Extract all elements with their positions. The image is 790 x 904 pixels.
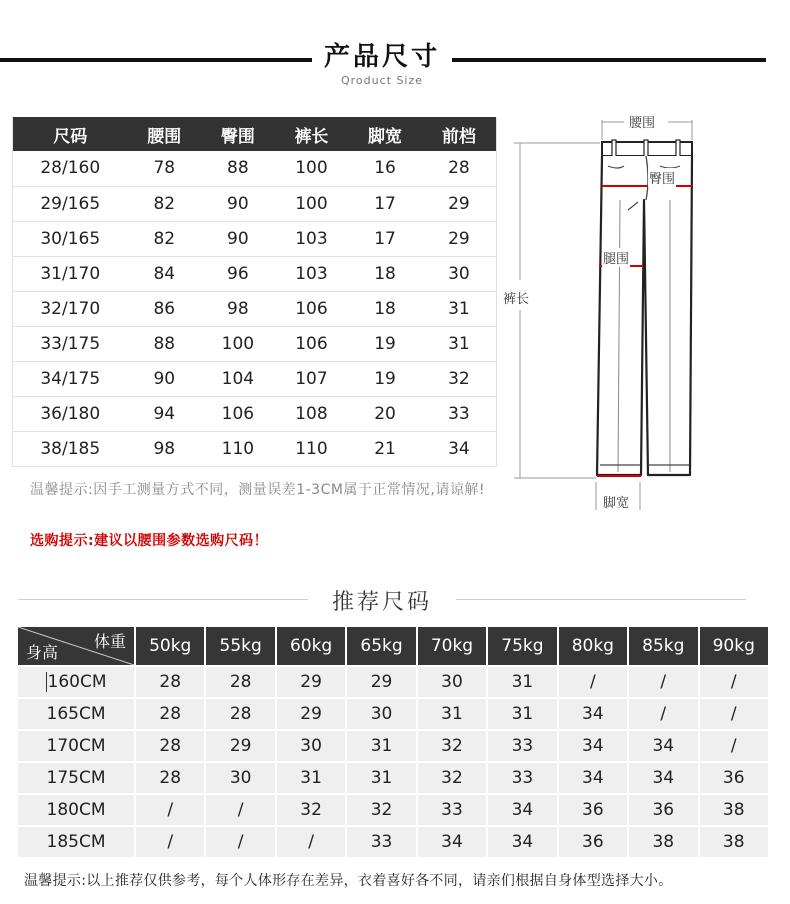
recommend-size-cell: 29 — [347, 667, 415, 697]
recommend-size-cell: 34 — [488, 827, 556, 857]
corner-cell — [18, 627, 134, 665]
recommend-size-cell: 31 — [347, 763, 415, 793]
size-cell: 29 — [422, 221, 497, 256]
recommend-size-cell: 29 — [277, 667, 345, 697]
size-cell: 28 — [422, 151, 497, 186]
size-cell: 98 — [201, 291, 275, 326]
col-header: 前档 — [422, 117, 497, 151]
size-cell: 100 — [275, 151, 349, 186]
weight-header: 65kg — [347, 627, 415, 665]
weight-header: 60kg — [277, 627, 345, 665]
recommend-size-cell: 31 — [488, 667, 556, 697]
size-cell: 16 — [348, 151, 422, 186]
size-cell: 17 — [348, 186, 422, 221]
recommend-size-cell: 30 — [418, 667, 486, 697]
size-row — [13, 431, 497, 466]
col-header: 裤长 — [275, 117, 349, 151]
size-cell: 30/165 — [13, 221, 128, 256]
recommend-size-cell: 32 — [277, 795, 345, 825]
recommend-size-cell: / — [629, 699, 697, 729]
recommend-size-cell: 31 — [418, 699, 486, 729]
recommend-size-cell: 33 — [488, 731, 556, 761]
size-cell: 21 — [348, 431, 422, 466]
header-rule-left — [0, 58, 312, 62]
recommend-size-cell: 32 — [347, 795, 415, 825]
size-cell: 19 — [348, 326, 422, 361]
col-header: 臀围 — [201, 117, 275, 151]
size-cell: 100 — [275, 186, 349, 221]
recommend-size-cell: 34 — [418, 827, 486, 857]
size-cell: 18 — [348, 256, 422, 291]
height-label: 185CM — [46, 832, 106, 852]
recommend-rule-right — [456, 599, 746, 600]
size-cell: 82 — [128, 186, 202, 221]
size-cell: 94 — [128, 396, 202, 431]
size-cell: 98 — [128, 431, 202, 466]
page-title: 产品尺寸 — [323, 42, 440, 72]
recommend-size-cell: 38 — [700, 795, 769, 825]
size-cell: 106 — [275, 291, 349, 326]
height-cell — [18, 667, 134, 697]
recommend-size-cell: 34 — [629, 731, 697, 761]
size-cell: 103 — [275, 221, 349, 256]
size-row — [13, 396, 497, 431]
recommend-rule-left — [18, 599, 308, 600]
recommend-size-cell: 31 — [488, 699, 556, 729]
weight-header: 80kg — [559, 627, 627, 665]
height-cell — [18, 827, 134, 857]
col-header: 尺码 — [13, 117, 128, 151]
recommend-size-cell: / — [700, 699, 769, 729]
recommend-size-cell: 38 — [629, 827, 697, 857]
recommend-size-cell: 34 — [559, 731, 627, 761]
size-row — [13, 256, 497, 291]
measure-note: 温馨提示:因手工测量方式不同，测量误差1-3CM属于正常情况,请谅解! — [30, 482, 485, 498]
recommend-size-cell: 28 — [136, 699, 204, 729]
recommend-size-cell: 28 — [136, 667, 204, 697]
size-cell: 103 — [275, 256, 349, 291]
height-cell — [18, 731, 134, 761]
size-cell: 20 — [348, 396, 422, 431]
size-table-header — [13, 117, 497, 151]
size-cell: 32 — [422, 361, 497, 396]
size-cell: 104 — [201, 361, 275, 396]
size-cell: 106 — [275, 326, 349, 361]
size-cell: 29 — [422, 186, 497, 221]
recommend-row — [18, 699, 768, 729]
recommend-size-cell: 33 — [347, 827, 415, 857]
weight-header: 50kg — [136, 627, 204, 665]
size-cell: 107 — [275, 361, 349, 396]
recommend-size-cell: 36 — [700, 763, 769, 793]
recommend-size-cell: 32 — [418, 731, 486, 761]
recommend-size-cell: 31 — [277, 763, 345, 793]
hem-label: 脚宽 — [602, 492, 630, 511]
size-cell: 17 — [348, 221, 422, 256]
size-cell: 90 — [201, 186, 275, 221]
waist-label: 腰围 — [628, 112, 656, 131]
size-cell: 88 — [201, 151, 275, 186]
size-cell: 106 — [201, 396, 275, 431]
recommend-size-cell: / — [206, 827, 274, 857]
corner-weight-label: 体重 — [93, 632, 126, 651]
size-cell: 90 — [128, 361, 202, 396]
corner-height-label: 身高 — [26, 643, 59, 662]
size-cell: 84 — [128, 256, 202, 291]
recommend-size-cell: 36 — [559, 795, 627, 825]
size-cell: 28/160 — [13, 151, 128, 186]
recommend-size-cell: 34 — [559, 699, 627, 729]
size-cell: 31 — [422, 291, 497, 326]
recommend-size-cell: / — [277, 827, 345, 857]
size-cell: 29/165 — [13, 186, 128, 221]
recommend-size-cell: 28 — [136, 763, 204, 793]
height-label: 180CM — [46, 800, 106, 820]
size-cell: 31/170 — [13, 256, 128, 291]
size-row — [13, 221, 497, 256]
size-cell: 32/170 — [13, 291, 128, 326]
height-label: 175CM — [46, 768, 106, 788]
recommend-size-cell: / — [559, 667, 627, 697]
recommend-row — [18, 763, 768, 793]
size-cell: 31 — [422, 326, 497, 361]
recommend-row — [18, 731, 768, 761]
thigh-label: 腿围 — [602, 248, 630, 267]
col-header: 腰围 — [128, 117, 202, 151]
size-cell: 90 — [201, 221, 275, 256]
recommend-size-cell: 31 — [347, 731, 415, 761]
size-cell: 36/180 — [13, 396, 128, 431]
recommend-size-cell: 29 — [206, 731, 274, 761]
recommend-title: 推荐尺码 — [331, 590, 432, 615]
height-cell — [18, 795, 134, 825]
recommend-size-cell: 33 — [418, 795, 486, 825]
recommend-size-cell: 34 — [559, 763, 627, 793]
weight-header: 85kg — [629, 627, 697, 665]
size-cell: 19 — [348, 361, 422, 396]
recommend-size-cell: 28 — [206, 667, 274, 697]
recommend-row — [18, 795, 768, 825]
size-row — [13, 151, 497, 186]
size-row — [13, 186, 497, 221]
recommend-size-cell: / — [136, 795, 204, 825]
size-cell: 100 — [201, 326, 275, 361]
recommend-table — [16, 625, 770, 859]
size-cell: 38/185 — [13, 431, 128, 466]
size-row — [13, 291, 497, 326]
size-cell: 18 — [348, 291, 422, 326]
recommend-size-cell: 28 — [206, 699, 274, 729]
weight-header: 90kg — [700, 627, 769, 665]
recommend-size-cell: / — [206, 795, 274, 825]
size-cell: 33 — [422, 396, 497, 431]
header-rule-right — [452, 58, 766, 62]
recommend-size-cell: / — [700, 667, 769, 697]
weight-header: 70kg — [418, 627, 486, 665]
size-cell: 108 — [275, 396, 349, 431]
size-table — [12, 117, 497, 467]
size-row — [13, 361, 497, 396]
recommend-size-cell: 28 — [136, 731, 204, 761]
weight-header: 55kg — [206, 627, 274, 665]
recommend-size-cell: 33 — [488, 763, 556, 793]
height-label: 170CM — [46, 736, 106, 756]
recommend-row — [18, 667, 768, 697]
recommend-size-cell: 29 — [277, 699, 345, 729]
size-cell: 110 — [201, 431, 275, 466]
size-cell: 33/175 — [13, 326, 128, 361]
size-cell: 82 — [128, 221, 202, 256]
recommend-size-cell: 32 — [418, 763, 486, 793]
weight-header: 75kg — [488, 627, 556, 665]
height-cell — [18, 763, 134, 793]
size-cell: 34/175 — [13, 361, 128, 396]
size-row — [13, 326, 497, 361]
height-label: 165CM — [46, 704, 106, 724]
size-cell: 96 — [201, 256, 275, 291]
recommend-size-cell: 30 — [347, 699, 415, 729]
recommend-size-cell: 30 — [277, 731, 345, 761]
recommend-size-cell: 38 — [700, 827, 769, 857]
size-cell: 30 — [422, 256, 497, 291]
select-note: 选购提示:建议以腰围参数选购尺码！ — [30, 533, 269, 549]
recommend-row — [18, 827, 768, 857]
recommend-size-cell: 30 — [206, 763, 274, 793]
size-cell: 34 — [422, 431, 497, 466]
recommend-note: 温馨提示:以上推荐仅供参考，每个人体形存在差异，衣着喜好各不同，请亲们根据自身体型选择大小。 — [24, 873, 673, 889]
recommend-size-cell: 36 — [629, 795, 697, 825]
recommend-size-cell: / — [629, 667, 697, 697]
length-label: 裤长 — [502, 288, 530, 307]
recommend-size-cell: 36 — [559, 827, 627, 857]
hip-label: 臀围 — [648, 168, 676, 187]
size-cell: 78 — [128, 151, 202, 186]
pants-diagram — [500, 110, 700, 520]
recommend-size-cell: / — [700, 731, 769, 761]
col-header: 脚宽 — [348, 117, 422, 151]
recommend-size-cell: / — [136, 827, 204, 857]
height-cell — [18, 699, 134, 729]
page-subtitle: Qroduct Size — [340, 74, 424, 87]
height-label: 160CM — [47, 672, 107, 692]
recommend-size-cell: 34 — [629, 763, 697, 793]
recommend-header-row — [18, 627, 768, 665]
size-cell: 110 — [275, 431, 349, 466]
size-cell: 88 — [128, 326, 202, 361]
recommend-size-cell: 34 — [488, 795, 556, 825]
size-cell: 86 — [128, 291, 202, 326]
